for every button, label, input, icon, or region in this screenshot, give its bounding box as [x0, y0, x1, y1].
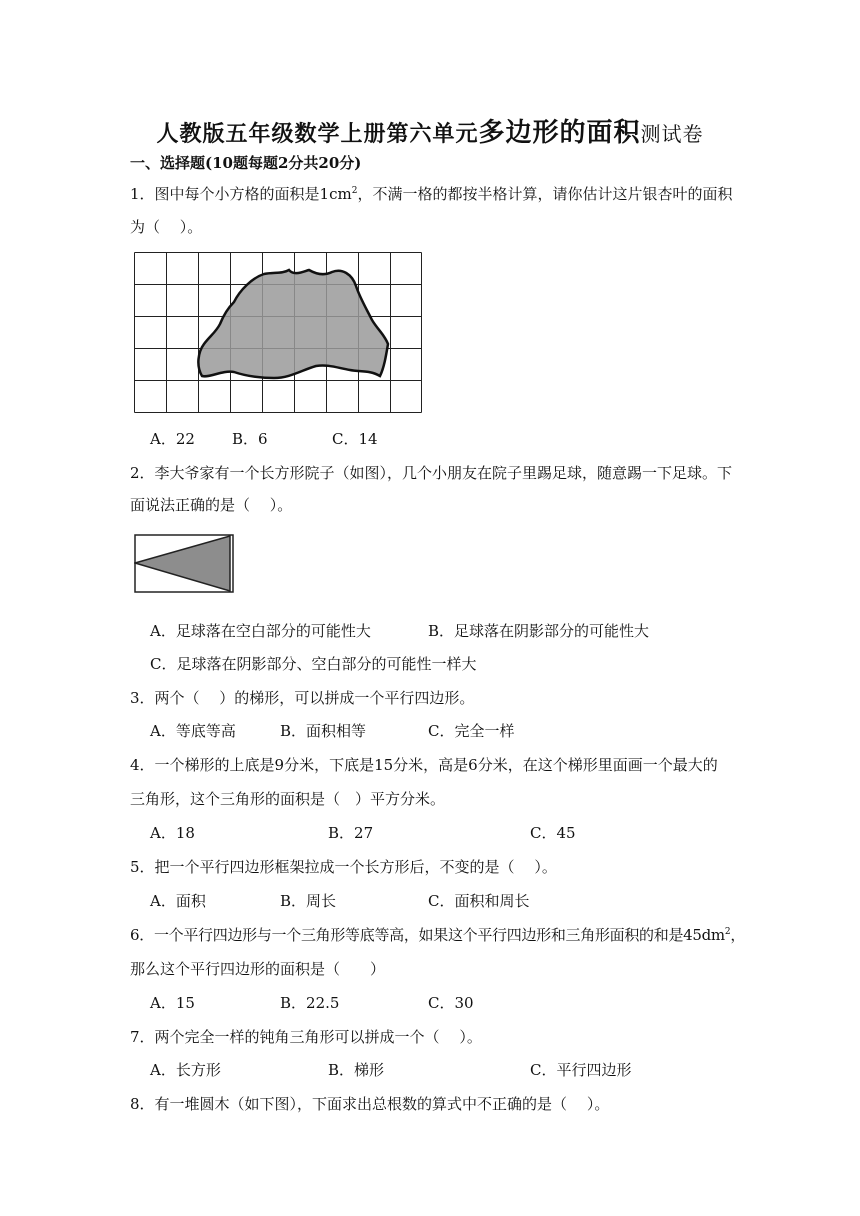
q3-option-b[interactable]: B．面积相等 [280, 722, 367, 740]
q2-text-line1: 2．李大爷家有一个长方形院子（如图），几个小朋友在院子里踢足球，随意踢一下足球。下 [130, 464, 733, 482]
ginkgo-leaf-shape [198, 270, 388, 378]
section-heading: 一、选择题(10题每题2分共20分) [130, 154, 362, 172]
q7-option-b[interactable]: B．梯形 [328, 1061, 385, 1079]
q3-option-c[interactable]: C．完全一样 [428, 722, 515, 740]
q1-option-b[interactable]: B．6 [232, 430, 268, 448]
q2-option-b[interactable]: B．足球落在阴影部分的可能性大 [428, 622, 650, 640]
q4-text-line1: 4．一个梯形的上底是9分米，下底是15分米，高是6分米，在这个梯形里面画一个最大的 [130, 756, 718, 774]
q6-option-a[interactable]: A．15 [150, 994, 195, 1012]
q6-option-b[interactable]: B．22.5 [280, 994, 340, 1012]
q4-option-a[interactable]: A．18 [150, 824, 195, 842]
q1-option-a[interactable]: A．22 [150, 430, 195, 448]
q3-text: 3．两个（ ）的梯形，可以拼成一个平行四边形。 [130, 689, 475, 707]
q1-ginkgo-grid-figure [134, 252, 422, 414]
q1-text-line1: 1．图中每个小方格的面积是$1cm^2$，不满一格的都按半格计算，请你估计这片银杏叶的面积 [130, 185, 733, 203]
q4-text-line2: 三角形，这个三角形的面积是（ ）平方分米。 [130, 790, 446, 808]
q5-text: 5．把一个平行四边形框架拉成一个长方形后，不变的是（ ）。 [130, 858, 557, 876]
q7-option-c[interactable]: C．平行四边形 [530, 1061, 632, 1079]
q5-option-c[interactable]: C．面积和周长 [428, 892, 530, 910]
q7-text: 7．两个完全一样的钝角三角形可以拼成一个（ ）。 [130, 1028, 482, 1046]
title-suffix: 测试卷 [640, 122, 704, 146]
q8-text: 8．有一堆圆木（如下图），下面求出总根数的算式中不正确的是（ ）。 [130, 1095, 610, 1113]
q4-option-c[interactable]: C．45 [530, 824, 576, 842]
q3-option-a[interactable]: A．等底等高 [150, 722, 236, 740]
title-emphasis: 多边形的面积 [478, 118, 641, 148]
q6-text-line2: 那么这个平行四边形的面积是（ ） [130, 960, 386, 978]
page-title [0, 112, 860, 149]
q5-option-b[interactable]: B．周长 [280, 892, 337, 910]
q7-option-a[interactable]: A．长方形 [150, 1061, 221, 1079]
title-prefix: 人教版五年级数学上册第六单元 [156, 121, 479, 147]
q6-text-line1: 6．一个平行四边形与一个三角形等底等高，如果这个平行四边形和三角形面积的和是$45dm^2$， [130, 926, 746, 944]
q2-yard-figure [134, 534, 234, 594]
q2-option-c[interactable]: C．足球落在阴影部分、空白部分的可能性一样大 [150, 655, 477, 673]
q2-text-line2: 面说法正确的是（ ）。 [130, 496, 293, 514]
q1-option-c[interactable]: C．14 [332, 430, 378, 448]
q4-option-b[interactable]: B．27 [328, 824, 374, 842]
q5-option-a[interactable]: A．面积 [150, 892, 206, 910]
q2-option-a[interactable]: A．足球落在空白部分的可能性大 [150, 622, 371, 640]
q1-text-line2: 为（ ）。 [130, 218, 203, 236]
q6-option-c[interactable]: C．30 [428, 994, 474, 1012]
